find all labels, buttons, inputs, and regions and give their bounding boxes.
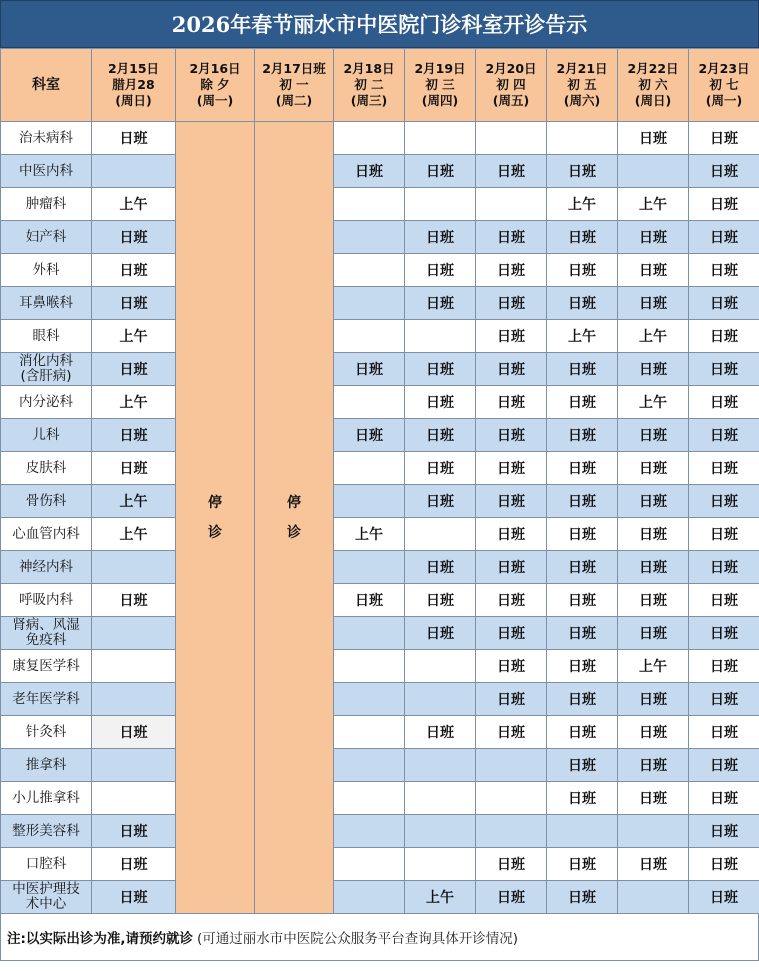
dept-name-cell (1, 419, 92, 452)
date-header-line: 2月17日班 (262, 61, 326, 76)
dept-name-cell (1, 749, 92, 782)
schedule-cell (476, 122, 547, 155)
dept-name-cell (1, 782, 92, 815)
dept-name: 耳鼻喉科 (19, 294, 73, 311)
schedule-cell: 日班 (92, 419, 176, 452)
schedule-cell: 日班 (547, 683, 618, 716)
schedule-cell: 日班 (476, 617, 547, 650)
schedule-cell (405, 848, 476, 881)
schedule-cell (618, 881, 689, 914)
schedule-cell: 日班 (547, 386, 618, 419)
schedule-cell: 日班 (92, 716, 176, 749)
schedule-cell: 上午 (334, 518, 405, 551)
schedule-cell (476, 815, 547, 848)
date-header-line: 2月23日 (698, 61, 750, 76)
schedule-cell (476, 188, 547, 221)
date-header-line: 初 三 (425, 77, 455, 92)
date-header-line: 2月21日 (556, 61, 608, 76)
dept-name-cell (1, 122, 92, 155)
dept-name-cell (1, 386, 92, 419)
schedule-cell (334, 650, 405, 683)
schedule-cell: 上午 (618, 320, 689, 353)
schedule-cell: 上午 (92, 320, 176, 353)
table-row (1, 485, 759, 518)
schedule-cell (334, 254, 405, 287)
dept-name: 治未病科 (19, 129, 73, 146)
schedule-cell: 日班 (476, 155, 547, 188)
schedule-cell: 日班 (476, 287, 547, 320)
table-row (1, 650, 759, 683)
dept-name: 康复医学科 (12, 657, 80, 674)
schedule-cell: 日班 (618, 584, 689, 617)
schedule-cell: 日班 (547, 584, 618, 617)
date-header-line: 2月19日 (414, 61, 466, 76)
schedule-cell: 日班 (405, 584, 476, 617)
schedule-cell: 日班 (92, 452, 176, 485)
schedule-cell: 日班 (618, 254, 689, 287)
schedule-cell: 日班 (689, 716, 759, 749)
date-header-line: 初 一 (279, 77, 309, 92)
schedule-cell: 上午 (618, 188, 689, 221)
dept-name: 口腔科 (25, 855, 67, 872)
date-header-line: 初 七 (709, 77, 739, 92)
dept-name-line2: (含肝病) (20, 368, 72, 384)
table-row (1, 320, 759, 353)
schedule-cell: 日班 (689, 617, 759, 650)
schedule-cell: 日班 (334, 353, 405, 386)
schedule-cell: 上午 (92, 518, 176, 551)
dept-name: 内分泌科 (19, 393, 73, 410)
dept-name: 儿科 (32, 426, 60, 443)
schedule-cell: 日班 (547, 650, 618, 683)
table-row (1, 122, 759, 155)
schedule-cell: 日班 (405, 485, 476, 518)
schedule-cell: 日班 (547, 881, 618, 914)
schedule-cell (92, 683, 176, 716)
dept-name: 妇产科 (25, 228, 67, 245)
dept-name: 皮肤科 (25, 459, 67, 476)
table-row (1, 287, 759, 320)
dept-name: 呼吸内科 (19, 591, 73, 608)
date-column-header (255, 49, 334, 122)
schedule-cell: 日班 (547, 287, 618, 320)
note-detail: (可通过丽水市中医院公众服务平台查询具体开诊情况) (197, 931, 519, 947)
dept-name: 神经内科 (19, 558, 73, 575)
dept-name-cell (1, 353, 92, 386)
schedule-cell: 日班 (618, 419, 689, 452)
table-row (1, 716, 759, 749)
schedule-cell: 日班 (547, 518, 618, 551)
schedule-cell: 日班 (92, 815, 176, 848)
schedule-cell: 日班 (689, 518, 759, 551)
schedule-cell (405, 320, 476, 353)
schedule-cell: 日班 (405, 221, 476, 254)
dept-name-cell (1, 188, 92, 221)
schedule-cell: 日班 (547, 782, 618, 815)
dept-name-cell (1, 551, 92, 584)
date-column-header (92, 49, 176, 122)
closed-label-line2: 诊 (287, 524, 301, 541)
schedule-cell: 日班 (689, 221, 759, 254)
dept-name-cell (1, 815, 92, 848)
dept-name-cell (1, 155, 92, 188)
dept-name-cell (1, 320, 92, 353)
schedule-cell: 日班 (689, 188, 759, 221)
date-header-line: (周六) (563, 93, 601, 108)
schedule-cell: 日班 (547, 419, 618, 452)
closed-label-line1: 停 (208, 494, 222, 511)
date-header-line: 2月16日 (189, 61, 241, 76)
closed-cell (176, 122, 255, 914)
schedule-cell: 日班 (689, 320, 759, 353)
schedule-cell (405, 749, 476, 782)
schedule-cell: 日班 (476, 419, 547, 452)
dept-name: 推拿科 (25, 756, 67, 773)
schedule-cell (334, 716, 405, 749)
schedule-cell: 日班 (405, 254, 476, 287)
schedule-cell (405, 815, 476, 848)
schedule-cell: 日班 (689, 155, 759, 188)
schedule-cell: 日班 (547, 485, 618, 518)
schedule-cell: 日班 (618, 749, 689, 782)
schedule-cell: 日班 (405, 452, 476, 485)
table-row (1, 584, 759, 617)
date-header-line: (周日) (634, 93, 672, 108)
schedule-cell (547, 815, 618, 848)
schedule-cell: 日班 (547, 716, 618, 749)
dept-name-cell (1, 716, 92, 749)
schedule-cell (334, 881, 405, 914)
date-header-line: (周四) (421, 93, 459, 108)
schedule-cell: 日班 (476, 452, 547, 485)
schedule-cell (334, 221, 405, 254)
schedule-cell: 日班 (476, 518, 547, 551)
date-header-line: 2月22日 (627, 61, 679, 76)
table-row (1, 452, 759, 485)
schedule-cell (618, 155, 689, 188)
closed-label-line1: 停 (287, 494, 301, 511)
date-header-line: 2月15日 (107, 61, 160, 76)
schedule-cell (92, 551, 176, 584)
schedule-cell (476, 782, 547, 815)
schedule-cell: 日班 (92, 254, 176, 287)
dept-name: 眼科 (32, 327, 60, 344)
footer-note (0, 914, 759, 961)
date-header-line: 初 六 (638, 77, 668, 92)
date-header-line: (周一) (196, 93, 234, 108)
schedule-cell: 日班 (547, 617, 618, 650)
schedule-cell: 日班 (689, 485, 759, 518)
table-row (1, 617, 759, 650)
schedule-cell: 日班 (689, 650, 759, 683)
schedule-cell: 日班 (405, 386, 476, 419)
schedule-cell: 日班 (476, 584, 547, 617)
dept-name: 肾病、风湿 (12, 617, 80, 633)
date-header-line: 初 二 (354, 77, 384, 92)
schedule-cell (334, 386, 405, 419)
schedule-cell: 上午 (92, 188, 176, 221)
schedule-cell: 日班 (476, 650, 547, 683)
schedule-cell: 日班 (405, 551, 476, 584)
dept-name: 肿瘤科 (25, 195, 67, 212)
schedule-cell: 日班 (334, 584, 405, 617)
dept-name: 心血管内科 (12, 525, 80, 542)
schedule-cell: 上午 (547, 320, 618, 353)
schedule-cell: 日班 (618, 122, 689, 155)
schedule-cell: 日班 (547, 848, 618, 881)
schedule-cell: 日班 (689, 254, 759, 287)
date-header-line: 2月18日 (343, 61, 395, 76)
date-header-line: 除 夕 (200, 77, 230, 92)
schedule-cell: 日班 (476, 551, 547, 584)
date-column-header (405, 49, 476, 122)
schedule-cell: 日班 (689, 815, 759, 848)
schedule-cell: 日班 (476, 254, 547, 287)
date-header-line: (周二) (275, 93, 313, 108)
schedule-cell: 日班 (618, 551, 689, 584)
schedule-cell: 日班 (689, 749, 759, 782)
dept-name: 老年医学科 (12, 690, 80, 707)
date-column-header (334, 49, 405, 122)
schedule-cell: 日班 (476, 881, 547, 914)
dept-name-cell (1, 518, 92, 551)
schedule-cell: 日班 (547, 254, 618, 287)
schedule-cell: 日班 (405, 353, 476, 386)
schedule-cell: 日班 (92, 848, 176, 881)
schedule-cell: 上午 (92, 386, 176, 419)
page-title: 2026年春节丽水市中医院门诊科室开诊告示 (0, 0, 759, 48)
schedule-cell: 日班 (618, 518, 689, 551)
schedule-cell (334, 452, 405, 485)
schedule-cell: 日班 (547, 155, 618, 188)
dept-column-header: 科室 (1, 49, 92, 122)
schedule-cell: 日班 (92, 584, 176, 617)
dept-name-line2: 术中心 (25, 896, 67, 912)
date-column-header (547, 49, 618, 122)
date-column-header (176, 49, 255, 122)
date-header-line: 腊月28 (112, 77, 155, 92)
schedule-cell (405, 650, 476, 683)
schedule-cell (547, 122, 618, 155)
date-header-line: (周五) (492, 93, 530, 108)
schedule-cell: 日班 (618, 452, 689, 485)
dept-name-cell (1, 287, 92, 320)
schedule-cell: 上午 (92, 485, 176, 518)
schedule-cell (334, 782, 405, 815)
schedule-cell: 日班 (618, 353, 689, 386)
schedule-cell (92, 650, 176, 683)
table-row (1, 848, 759, 881)
schedule-cell: 日班 (334, 155, 405, 188)
schedule-cell: 日班 (618, 716, 689, 749)
schedule-cell (618, 815, 689, 848)
schedule-cell: 日班 (689, 287, 759, 320)
schedule-table (0, 48, 759, 914)
date-header-line: 2月20日 (485, 61, 537, 76)
schedule-cell: 日班 (476, 683, 547, 716)
schedule-cell: 日班 (618, 287, 689, 320)
dept-name: 中医护理技 (12, 881, 80, 897)
schedule-cell: 上午 (547, 188, 618, 221)
schedule-cell: 日班 (547, 551, 618, 584)
schedule-cell (334, 287, 405, 320)
dept-name: 骨伤科 (25, 492, 67, 509)
schedule-cell (92, 782, 176, 815)
schedule-cell: 日班 (405, 617, 476, 650)
dept-name-cell (1, 485, 92, 518)
dept-name-cell (1, 650, 92, 683)
schedule-cell (334, 320, 405, 353)
schedule-cell (405, 518, 476, 551)
table-row (1, 749, 759, 782)
schedule-cell: 日班 (547, 221, 618, 254)
note-bold: 注:以实际出诊为准,请预约就诊 (7, 931, 194, 947)
date-column-header (476, 49, 547, 122)
schedule-cell (405, 782, 476, 815)
schedule-cell (92, 617, 176, 650)
schedule-cell: 日班 (618, 782, 689, 815)
schedule-cell (334, 848, 405, 881)
schedule-cell: 日班 (689, 452, 759, 485)
schedule-cell: 日班 (689, 782, 759, 815)
schedule-cell: 日班 (689, 122, 759, 155)
schedule-cell: 日班 (92, 122, 176, 155)
schedule-cell: 日班 (476, 716, 547, 749)
closed-label-line2: 诊 (208, 524, 222, 541)
schedule-cell: 日班 (92, 353, 176, 386)
schedule-cell: 日班 (405, 155, 476, 188)
dept-name: 小儿推拿科 (12, 789, 80, 806)
closed-cell (255, 122, 334, 914)
schedule-cell: 日班 (618, 485, 689, 518)
schedule-cell: 上午 (405, 881, 476, 914)
table-row (1, 155, 759, 188)
schedule-cell: 日班 (689, 683, 759, 716)
date-header-line: 初 四 (496, 77, 526, 92)
dept-name-cell (1, 683, 92, 716)
dept-name-cell (1, 617, 92, 650)
dept-name: 针灸科 (25, 723, 67, 740)
table-header-row (1, 49, 759, 122)
table-row (1, 881, 759, 914)
dept-name-cell (1, 848, 92, 881)
schedule-cell: 日班 (92, 881, 176, 914)
schedule-cell: 日班 (618, 683, 689, 716)
dept-name: 中医内科 (19, 162, 73, 179)
date-header-line: (周一) (705, 93, 743, 108)
dept-name-cell (1, 452, 92, 485)
schedule-cell: 日班 (689, 584, 759, 617)
schedule-cell (334, 617, 405, 650)
table-row (1, 518, 759, 551)
schedule-cell: 上午 (618, 386, 689, 419)
date-header-line: (周日) (115, 93, 152, 108)
schedule-cell: 日班 (689, 353, 759, 386)
table-row (1, 782, 759, 815)
schedule-cell: 日班 (618, 221, 689, 254)
schedule-cell (334, 749, 405, 782)
table-row (1, 386, 759, 419)
schedule-cell: 日班 (547, 353, 618, 386)
schedule-cell (405, 683, 476, 716)
dept-name-line2: 免疫科 (25, 632, 67, 648)
table-row (1, 683, 759, 716)
schedule-cell (92, 155, 176, 188)
table-row (1, 188, 759, 221)
date-header-line: 初 五 (567, 77, 597, 92)
schedule-cell (334, 551, 405, 584)
dept-name: 外科 (32, 261, 60, 278)
schedule-cell: 日班 (405, 716, 476, 749)
table-row (1, 221, 759, 254)
schedule-cell: 日班 (476, 386, 547, 419)
schedule-cell: 日班 (618, 617, 689, 650)
dept-name-cell (1, 881, 92, 914)
schedule-cell: 日班 (92, 221, 176, 254)
schedule-cell (92, 749, 176, 782)
schedule-cell: 上午 (618, 650, 689, 683)
schedule-cell: 日班 (476, 848, 547, 881)
date-column-header (689, 49, 759, 122)
schedule-cell (334, 815, 405, 848)
schedule-cell: 日班 (476, 320, 547, 353)
schedule-cell: 日班 (689, 386, 759, 419)
schedule-cell (334, 485, 405, 518)
table-row (1, 254, 759, 287)
schedule-cell: 日班 (334, 419, 405, 452)
schedule-cell (405, 122, 476, 155)
dept-name-cell (1, 584, 92, 617)
date-column-header (618, 49, 689, 122)
dept-name-cell (1, 221, 92, 254)
date-header-line: (周三) (350, 93, 388, 108)
schedule-cell: 日班 (689, 848, 759, 881)
schedule-cell: 日班 (476, 221, 547, 254)
schedule-cell: 日班 (618, 848, 689, 881)
schedule-cell: 日班 (547, 452, 618, 485)
table-row (1, 815, 759, 848)
schedule-cell: 日班 (689, 419, 759, 452)
schedule-cell (476, 749, 547, 782)
schedule-cell: 日班 (476, 353, 547, 386)
schedule-cell: 日班 (547, 749, 618, 782)
schedule-cell: 日班 (405, 419, 476, 452)
schedule-cell (334, 122, 405, 155)
table-row (1, 353, 759, 386)
dept-name: 消化内科 (19, 353, 73, 369)
table-row (1, 419, 759, 452)
schedule-cell (334, 188, 405, 221)
dept-name: 整形美容科 (12, 822, 80, 839)
schedule-cell: 日班 (405, 287, 476, 320)
dept-name-cell (1, 254, 92, 287)
schedule-cell: 日班 (689, 551, 759, 584)
schedule-cell: 日班 (92, 287, 176, 320)
schedule-cell: 日班 (476, 485, 547, 518)
schedule-cell (405, 188, 476, 221)
schedule-cell: 日班 (689, 881, 759, 914)
schedule-cell (334, 683, 405, 716)
table-row (1, 551, 759, 584)
